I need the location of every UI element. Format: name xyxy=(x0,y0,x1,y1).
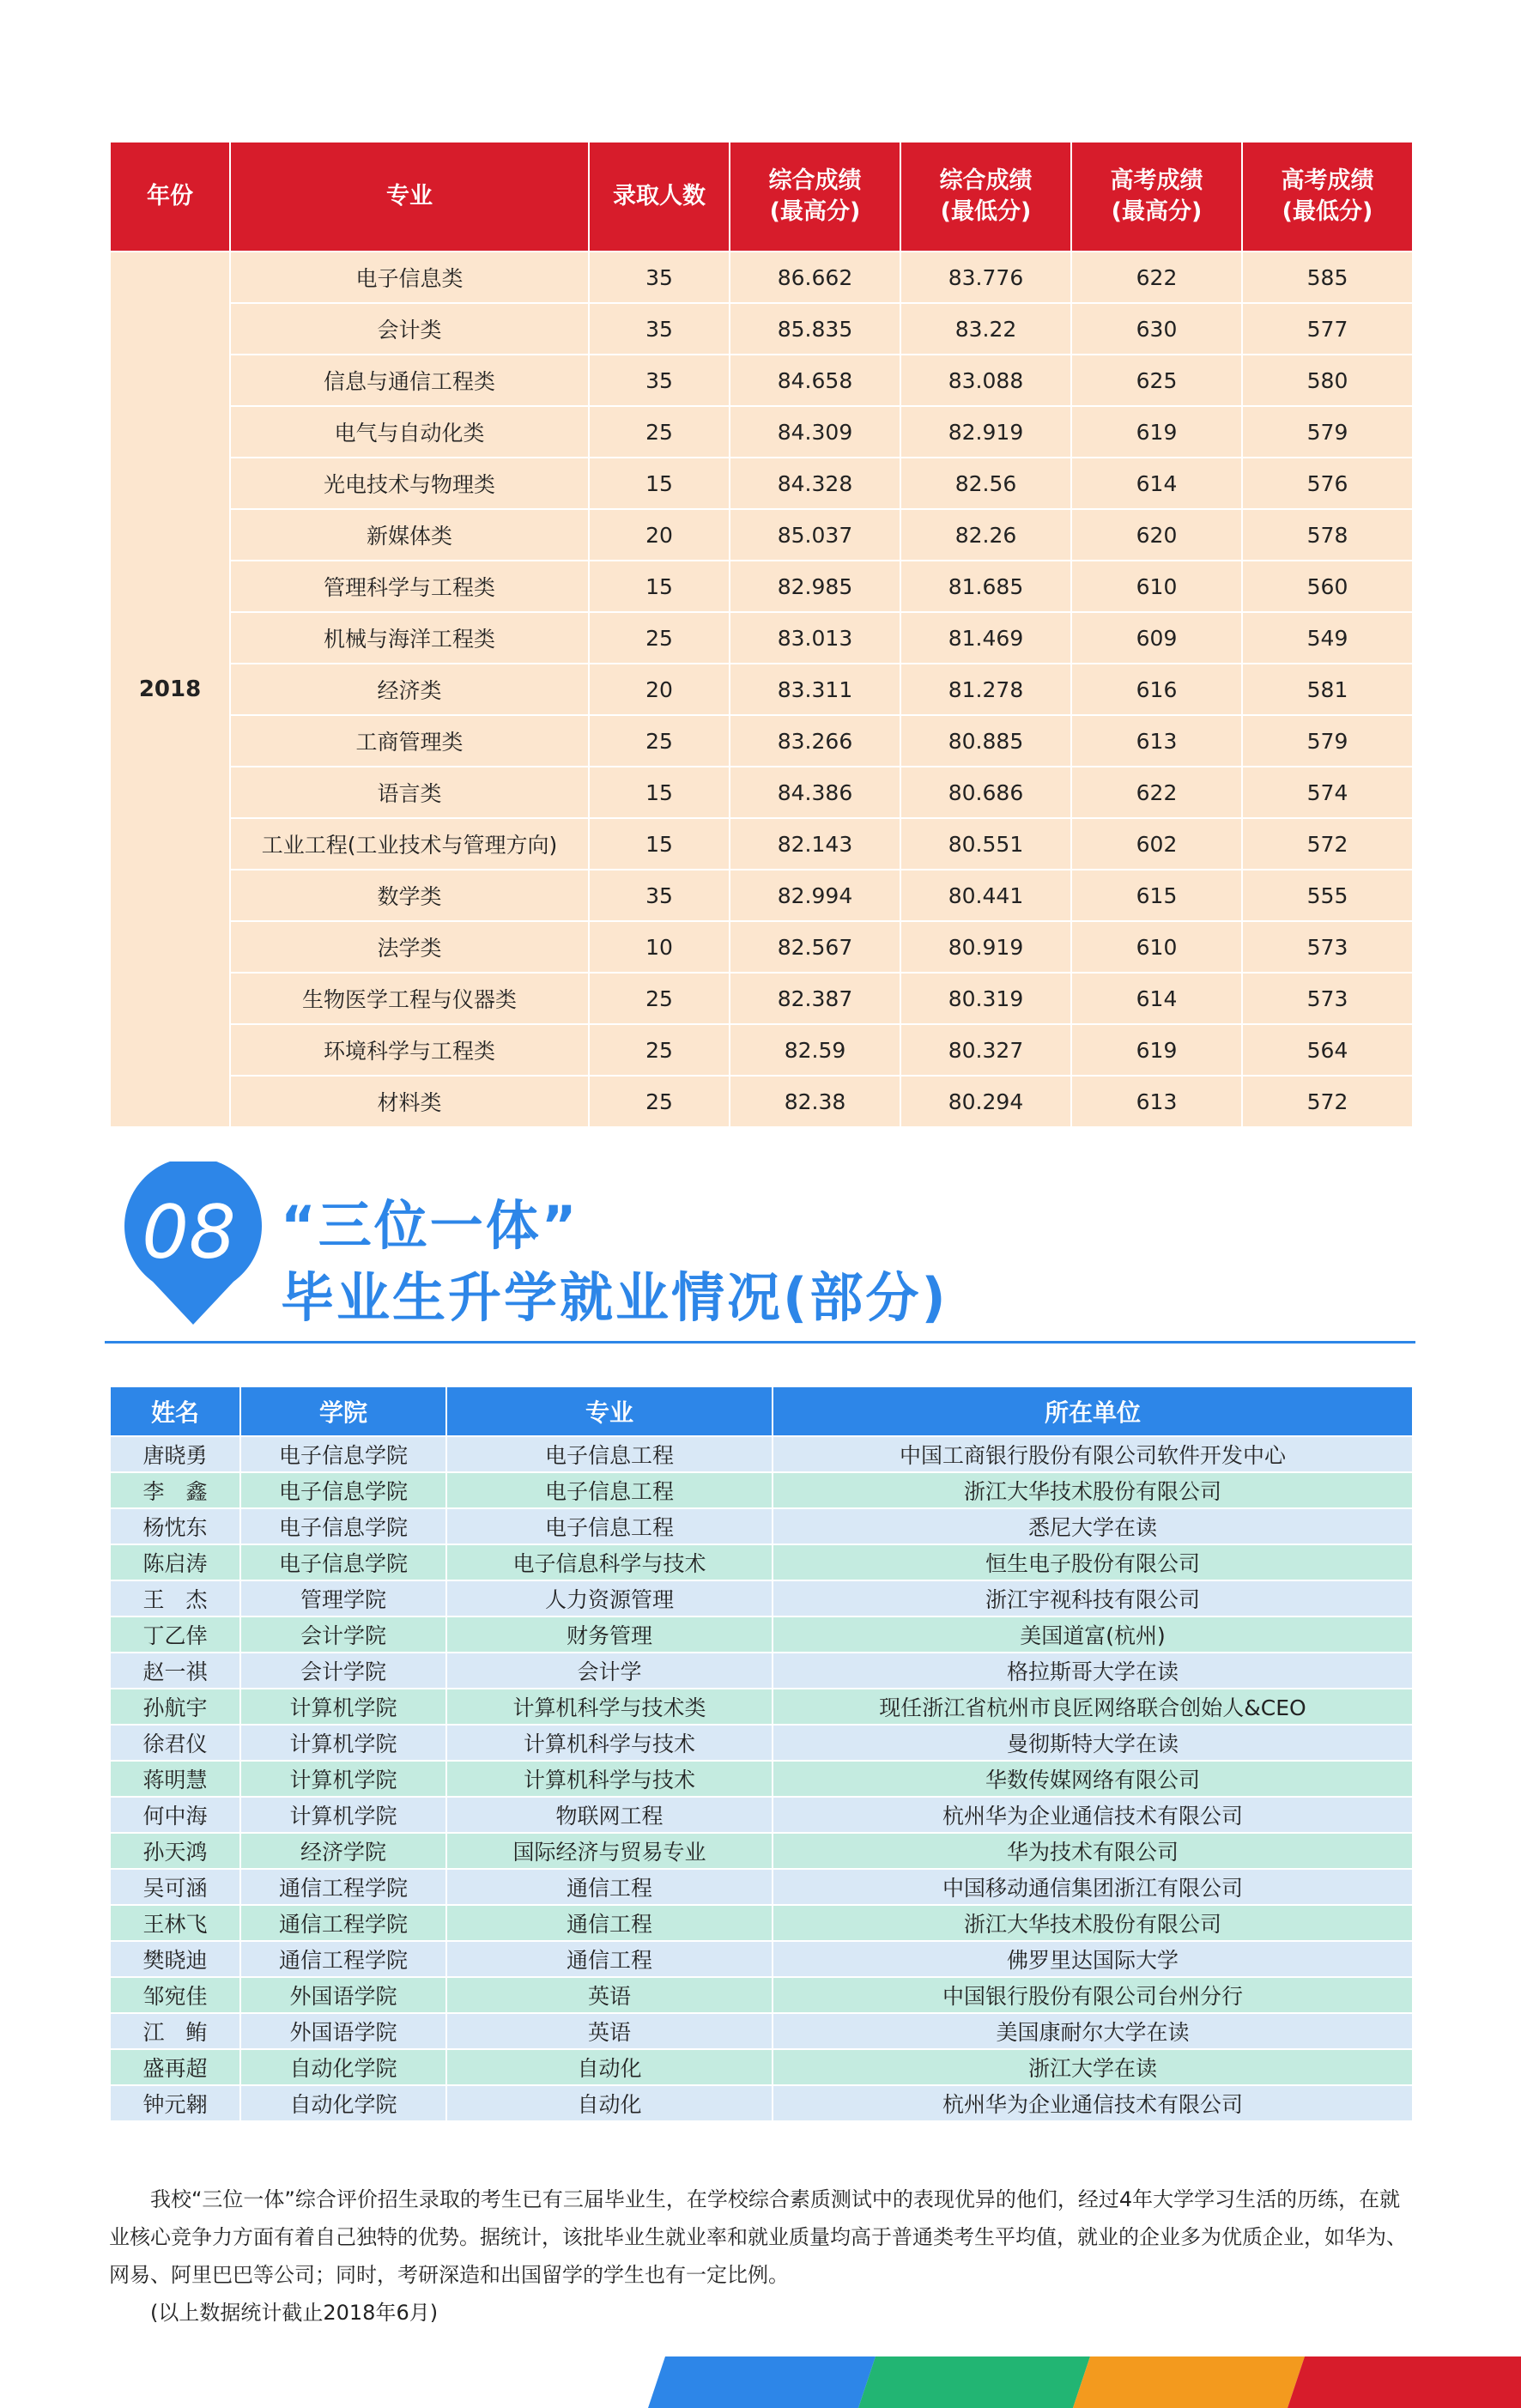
graduates-table xyxy=(109,1386,1414,2122)
header-gaokao-max: 高考成绩 (最高分) xyxy=(1071,142,1242,252)
graduate-name-cell: 樊晓迪 xyxy=(110,1941,240,1977)
composite-max-cell: 82.985 xyxy=(730,561,900,612)
admissions-row xyxy=(110,406,1413,458)
gaokao-min-cell: 579 xyxy=(1242,406,1413,458)
graduate-row xyxy=(110,1508,1413,1544)
admissions-row xyxy=(110,1076,1413,1127)
graduate-major-cell: 通信工程 xyxy=(446,1869,773,1905)
graduate-row xyxy=(110,1436,1413,1472)
composite-max-cell: 84.658 xyxy=(730,355,900,406)
major-cell: 会计类 xyxy=(230,303,589,355)
graduate-college-cell: 会计学院 xyxy=(240,1653,446,1689)
gaokao-min-cell: 564 xyxy=(1242,1024,1413,1076)
graduate-row xyxy=(110,1941,1413,1977)
gaokao-min-cell: 560 xyxy=(1242,561,1413,612)
graduate-employer-cell: 曼彻斯特大学在读 xyxy=(773,1725,1413,1761)
composite-min-cell: 80.551 xyxy=(900,818,1071,870)
graduate-college-cell: 计算机学院 xyxy=(240,1689,446,1725)
admitted-cell: 25 xyxy=(589,1024,730,1076)
graduate-major-cell: 人力资源管理 xyxy=(446,1580,773,1616)
graduate-college-cell: 会计学院 xyxy=(240,1616,446,1653)
graduate-employer-cell: 浙江大华技术股份有限公司 xyxy=(773,1905,1413,1941)
graduate-major-cell: 会计学 xyxy=(446,1653,773,1689)
gaokao-max-cell: 616 xyxy=(1071,664,1242,715)
graduate-employer-cell: 格拉斯哥大学在读 xyxy=(773,1653,1413,1689)
header-major: 专业 xyxy=(230,142,589,252)
composite-max-cell: 83.266 xyxy=(730,715,900,767)
admissions-row xyxy=(110,767,1413,818)
graduate-name-cell: 杨忱东 xyxy=(110,1508,240,1544)
composite-min-cell: 80.294 xyxy=(900,1076,1071,1127)
graduate-name-cell: 吴可涵 xyxy=(110,1869,240,1905)
graduate-employer-cell: 恒生电子股份有限公司 xyxy=(773,1544,1413,1580)
composite-min-cell: 81.278 xyxy=(900,664,1071,715)
admitted-cell: 15 xyxy=(589,767,730,818)
graduate-employer-cell: 中国工商银行股份有限公司软件开发中心 xyxy=(773,1436,1413,1472)
major-cell: 法学类 xyxy=(230,921,589,973)
header-gaokao-min: 高考成绩 (最低分) xyxy=(1242,142,1413,252)
composite-min-cell: 80.327 xyxy=(900,1024,1071,1076)
composite-min-cell: 82.26 xyxy=(900,509,1071,561)
header-composite-min: 综合成绩 (最低分) xyxy=(900,142,1071,252)
graduate-row xyxy=(110,1977,1413,2013)
composite-max-cell: 82.567 xyxy=(730,921,900,973)
graduate-college-cell: 通信工程学院 xyxy=(240,1905,446,1941)
graduate-name-cell: 王林飞 xyxy=(110,1905,240,1941)
graduate-employer-cell: 中国银行股份有限公司台州分行 xyxy=(773,1977,1413,2013)
admitted-cell: 15 xyxy=(589,458,730,509)
graduate-row xyxy=(110,1580,1413,1616)
graduate-row xyxy=(110,1761,1413,1797)
major-cell: 材料类 xyxy=(230,1076,589,1127)
composite-min-cell: 81.469 xyxy=(900,612,1071,664)
graduate-major-cell: 计算机科学与技术 xyxy=(446,1761,773,1797)
admissions-row xyxy=(110,561,1413,612)
gaokao-max-cell: 613 xyxy=(1071,1076,1242,1127)
composite-max-cell: 84.386 xyxy=(730,767,900,818)
admissions-row xyxy=(110,252,1413,303)
band-red xyxy=(1288,2356,1521,2408)
major-cell: 工业工程(工业技术与管理方向) xyxy=(230,818,589,870)
major-cell: 机械与海洋工程类 xyxy=(230,612,589,664)
graduate-row xyxy=(110,1472,1413,1508)
gaokao-max-cell: 613 xyxy=(1071,715,1242,767)
admissions-row xyxy=(110,303,1413,355)
graduate-college-cell: 电子信息学院 xyxy=(240,1472,446,1508)
graduate-college-cell: 管理学院 xyxy=(240,1580,446,1616)
admissions-body xyxy=(110,252,1413,1127)
major-cell: 信息与通信工程类 xyxy=(230,355,589,406)
gaokao-max-cell: 610 xyxy=(1071,921,1242,973)
graduate-college-cell: 自动化学院 xyxy=(240,2049,446,2085)
graduate-college-cell: 电子信息学院 xyxy=(240,1508,446,1544)
graduate-row xyxy=(110,2085,1413,2121)
composite-max-cell: 85.835 xyxy=(730,303,900,355)
gaokao-max-cell: 622 xyxy=(1071,252,1242,303)
gaokao-min-cell: 573 xyxy=(1242,921,1413,973)
composite-max-cell: 82.994 xyxy=(730,870,900,921)
composite-max-cell: 82.143 xyxy=(730,818,900,870)
graduate-employer-cell: 中国移动通信集团浙江有限公司 xyxy=(773,1869,1413,1905)
band-orange xyxy=(1073,2356,1305,2408)
major-cell: 生物医学工程与仪器类 xyxy=(230,973,589,1024)
header-year: 年份 xyxy=(110,142,230,252)
gaokao-min-cell: 573 xyxy=(1242,973,1413,1024)
graduate-name-cell: 陈启涛 xyxy=(110,1544,240,1580)
graduates-header-row xyxy=(110,1386,1413,1436)
section-title-line1: “三位一体” xyxy=(281,1194,579,1257)
graduate-major-cell: 计算机科学与技术类 xyxy=(446,1689,773,1725)
notes xyxy=(109,2181,1412,2332)
graduate-name-cell: 李 鑫 xyxy=(110,1472,240,1508)
composite-min-cell: 80.885 xyxy=(900,715,1071,767)
admitted-cell: 25 xyxy=(589,1076,730,1127)
header-college: 学院 xyxy=(240,1386,446,1436)
composite-min-cell: 83.776 xyxy=(900,252,1071,303)
graduate-row xyxy=(110,1869,1413,1905)
composite-min-cell: 80.686 xyxy=(900,767,1071,818)
header-composite-max: 综合成绩 (最高分) xyxy=(730,142,900,252)
admitted-cell: 35 xyxy=(589,252,730,303)
composite-max-cell: 84.309 xyxy=(730,406,900,458)
gaokao-max-cell: 630 xyxy=(1071,303,1242,355)
major-cell: 数学类 xyxy=(230,870,589,921)
composite-min-cell: 82.919 xyxy=(900,406,1071,458)
graduate-college-cell: 计算机学院 xyxy=(240,1761,446,1797)
graduate-name-cell: 钟元翱 xyxy=(110,2085,240,2121)
graduate-row xyxy=(110,1833,1413,1869)
admitted-cell: 15 xyxy=(589,818,730,870)
graduate-row xyxy=(110,1653,1413,1689)
admitted-cell: 15 xyxy=(589,561,730,612)
graduate-employer-cell: 浙江宇视科技有限公司 xyxy=(773,1580,1413,1616)
admissions-row xyxy=(110,355,1413,406)
gaokao-max-cell: 619 xyxy=(1071,406,1242,458)
admitted-cell: 20 xyxy=(589,509,730,561)
composite-max-cell: 85.037 xyxy=(730,509,900,561)
composite-max-cell: 83.013 xyxy=(730,612,900,664)
gaokao-max-cell: 625 xyxy=(1071,355,1242,406)
graduate-college-cell: 经济学院 xyxy=(240,1833,446,1869)
header-major: 专业 xyxy=(446,1386,773,1436)
gaokao-max-cell: 609 xyxy=(1071,612,1242,664)
graduate-row xyxy=(110,1797,1413,1833)
graduate-row xyxy=(110,2013,1413,2049)
composite-min-cell: 80.919 xyxy=(900,921,1071,973)
gaokao-max-cell: 614 xyxy=(1071,458,1242,509)
composite-max-cell: 82.38 xyxy=(730,1076,900,1127)
graduate-major-cell: 电子信息工程 xyxy=(446,1472,773,1508)
graduate-name-cell: 王 杰 xyxy=(110,1580,240,1616)
graduate-row xyxy=(110,2049,1413,2085)
graduate-major-cell: 财务管理 xyxy=(446,1616,773,1653)
admissions-table xyxy=(109,141,1414,1128)
graduate-name-cell: 唐晓勇 xyxy=(110,1436,240,1472)
header-admitted: 录取人数 xyxy=(589,142,730,252)
gaokao-min-cell: 572 xyxy=(1242,1076,1413,1127)
footer-color-band xyxy=(0,2356,1521,2408)
graduate-employer-cell: 浙江大华技术股份有限公司 xyxy=(773,1472,1413,1508)
graduate-major-cell: 通信工程 xyxy=(446,1905,773,1941)
admitted-cell: 25 xyxy=(589,973,730,1024)
graduate-row xyxy=(110,1725,1413,1761)
admitted-cell: 20 xyxy=(589,664,730,715)
graduate-name-cell: 江 鲔 xyxy=(110,2013,240,2049)
graduate-college-cell: 电子信息学院 xyxy=(240,1544,446,1580)
composite-min-cell: 83.088 xyxy=(900,355,1071,406)
composite-min-cell: 80.319 xyxy=(900,973,1071,1024)
composite-min-cell: 82.56 xyxy=(900,458,1071,509)
gaokao-min-cell: 578 xyxy=(1242,509,1413,561)
major-cell: 经济类 xyxy=(230,664,589,715)
graduate-name-cell: 蒋明慧 xyxy=(110,1761,240,1797)
graduate-employer-cell: 佛罗里达国际大学 xyxy=(773,1941,1413,1977)
admissions-row xyxy=(110,612,1413,664)
admissions-row xyxy=(110,1024,1413,1076)
composite-min-cell: 81.685 xyxy=(900,561,1071,612)
graduate-college-cell: 计算机学院 xyxy=(240,1725,446,1761)
admitted-cell: 25 xyxy=(589,715,730,767)
graduate-employer-cell: 浙江大学在读 xyxy=(773,2049,1413,2085)
admissions-row xyxy=(110,509,1413,561)
admissions-header-row xyxy=(110,142,1413,252)
gaokao-min-cell: 555 xyxy=(1242,870,1413,921)
graduate-major-cell: 电子信息工程 xyxy=(446,1508,773,1544)
graduate-college-cell: 计算机学院 xyxy=(240,1797,446,1833)
gaokao-max-cell: 615 xyxy=(1071,870,1242,921)
graduate-major-cell: 计算机科学与技术 xyxy=(446,1725,773,1761)
graduate-name-cell: 徐君仪 xyxy=(110,1725,240,1761)
graduate-college-cell: 外国语学院 xyxy=(240,2013,446,2049)
composite-max-cell: 83.311 xyxy=(730,664,900,715)
major-cell: 管理科学与工程类 xyxy=(230,561,589,612)
graduate-row xyxy=(110,1544,1413,1580)
admissions-row xyxy=(110,870,1413,921)
graduate-employer-cell: 美国道富(杭州) xyxy=(773,1616,1413,1653)
notes-footnote: (以上数据统计截止2018年6月) xyxy=(150,2301,439,2325)
graduate-name-cell: 孙航宇 xyxy=(110,1689,240,1725)
notes-paragraph: 我校“三位一体”综合评价招生录取的考生已有三届毕业生，在学校综合素质测试中的表现优异的他们，经过4年大学学习生活的历练，在就业核心竞争力方面有着自己独特的优势。据统计，该批毕业生就业率和就业质量均高于普通类考生平均值，就业的企业多为优质企业，如华为、网易、阿里巴巴等公司；同时，考研深造和出国留学的学生也有一定比例。 xyxy=(109,2187,1407,2287)
graduate-college-cell: 通信工程学院 xyxy=(240,1941,446,1977)
admissions-row xyxy=(110,458,1413,509)
admissions-row xyxy=(110,973,1413,1024)
graduate-employer-cell: 杭州华为企业通信技术有限公司 xyxy=(773,2085,1413,2121)
year-cell: 2018 xyxy=(110,252,230,1127)
graduate-major-cell: 英语 xyxy=(446,2013,773,2049)
band-blue xyxy=(648,2356,876,2408)
header-employer: 所在单位 xyxy=(773,1386,1413,1436)
graduate-college-cell: 外国语学院 xyxy=(240,1977,446,2013)
graduate-major-cell: 电子信息科学与技术 xyxy=(446,1544,773,1580)
band-green xyxy=(858,2356,1090,2408)
gaokao-min-cell: 579 xyxy=(1242,715,1413,767)
gaokao-min-cell: 581 xyxy=(1242,664,1413,715)
admissions-row xyxy=(110,664,1413,715)
graduate-major-cell: 自动化 xyxy=(446,2085,773,2121)
major-cell: 新媒体类 xyxy=(230,509,589,561)
gaokao-min-cell: 577 xyxy=(1242,303,1413,355)
section-number: 08 xyxy=(142,1190,236,1276)
graduate-major-cell: 电子信息工程 xyxy=(446,1436,773,1472)
admitted-cell: 35 xyxy=(589,355,730,406)
graduate-name-cell: 何中海 xyxy=(110,1797,240,1833)
graduate-college-cell: 电子信息学院 xyxy=(240,1436,446,1472)
graduate-row xyxy=(110,1689,1413,1725)
section-number-badge xyxy=(120,1162,266,1329)
graduate-name-cell: 邹宛佳 xyxy=(110,1977,240,2013)
admitted-cell: 35 xyxy=(589,870,730,921)
major-cell: 电子信息类 xyxy=(230,252,589,303)
gaokao-max-cell: 622 xyxy=(1071,767,1242,818)
gaokao-max-cell: 614 xyxy=(1071,973,1242,1024)
admissions-row xyxy=(110,715,1413,767)
graduate-employer-cell: 美国康耐尔大学在读 xyxy=(773,2013,1413,2049)
graduates-body xyxy=(110,1436,1413,2121)
graduate-employer-cell: 悉尼大学在读 xyxy=(773,1508,1413,1544)
graduate-major-cell: 英语 xyxy=(446,1977,773,2013)
admitted-cell: 35 xyxy=(589,303,730,355)
admitted-cell: 25 xyxy=(589,612,730,664)
gaokao-max-cell: 620 xyxy=(1071,509,1242,561)
gaokao-min-cell: 580 xyxy=(1242,355,1413,406)
graduate-name-cell: 赵一祺 xyxy=(110,1653,240,1689)
graduate-name-cell: 孙天鸿 xyxy=(110,1833,240,1869)
gaokao-min-cell: 576 xyxy=(1242,458,1413,509)
graduate-major-cell: 物联网工程 xyxy=(446,1797,773,1833)
gaokao-min-cell: 574 xyxy=(1242,767,1413,818)
gaokao-max-cell: 602 xyxy=(1071,818,1242,870)
graduate-row xyxy=(110,1616,1413,1653)
major-cell: 工商管理类 xyxy=(230,715,589,767)
gaokao-min-cell: 572 xyxy=(1242,818,1413,870)
header-name: 姓名 xyxy=(110,1386,240,1436)
section-title-line2: 毕业生升学就业情况(部分) xyxy=(281,1266,948,1329)
composite-min-cell: 80.441 xyxy=(900,870,1071,921)
section-divider xyxy=(105,1341,1415,1344)
admissions-row xyxy=(110,818,1413,870)
composite-min-cell: 83.22 xyxy=(900,303,1071,355)
composite-max-cell: 86.662 xyxy=(730,252,900,303)
graduate-major-cell: 国际经济与贸易专业 xyxy=(446,1833,773,1869)
major-cell: 环境科学与工程类 xyxy=(230,1024,589,1076)
gaokao-max-cell: 619 xyxy=(1071,1024,1242,1076)
graduate-employer-cell: 杭州华为企业通信技术有限公司 xyxy=(773,1797,1413,1833)
graduate-row xyxy=(110,1905,1413,1941)
composite-max-cell: 82.387 xyxy=(730,973,900,1024)
major-cell: 电气与自动化类 xyxy=(230,406,589,458)
graduate-college-cell: 自动化学院 xyxy=(240,2085,446,2121)
admitted-cell: 10 xyxy=(589,921,730,973)
gaokao-max-cell: 610 xyxy=(1071,561,1242,612)
graduate-major-cell: 自动化 xyxy=(446,2049,773,2085)
admitted-cell: 25 xyxy=(589,406,730,458)
composite-max-cell: 82.59 xyxy=(730,1024,900,1076)
admissions-row xyxy=(110,921,1413,973)
major-cell: 语言类 xyxy=(230,767,589,818)
graduate-college-cell: 通信工程学院 xyxy=(240,1869,446,1905)
graduate-name-cell: 丁乙倖 xyxy=(110,1616,240,1653)
graduate-name-cell: 盛再超 xyxy=(110,2049,240,2085)
graduate-employer-cell: 华数传媒网络有限公司 xyxy=(773,1761,1413,1797)
graduate-major-cell: 通信工程 xyxy=(446,1941,773,1977)
gaokao-min-cell: 585 xyxy=(1242,252,1413,303)
gaokao-min-cell: 549 xyxy=(1242,612,1413,664)
major-cell: 光电技术与物理类 xyxy=(230,458,589,509)
graduate-employer-cell: 华为技术有限公司 xyxy=(773,1833,1413,1869)
graduate-employer-cell: 现任浙江省杭州市良匠网络联合创始人&CEO xyxy=(773,1689,1413,1725)
composite-max-cell: 84.328 xyxy=(730,458,900,509)
